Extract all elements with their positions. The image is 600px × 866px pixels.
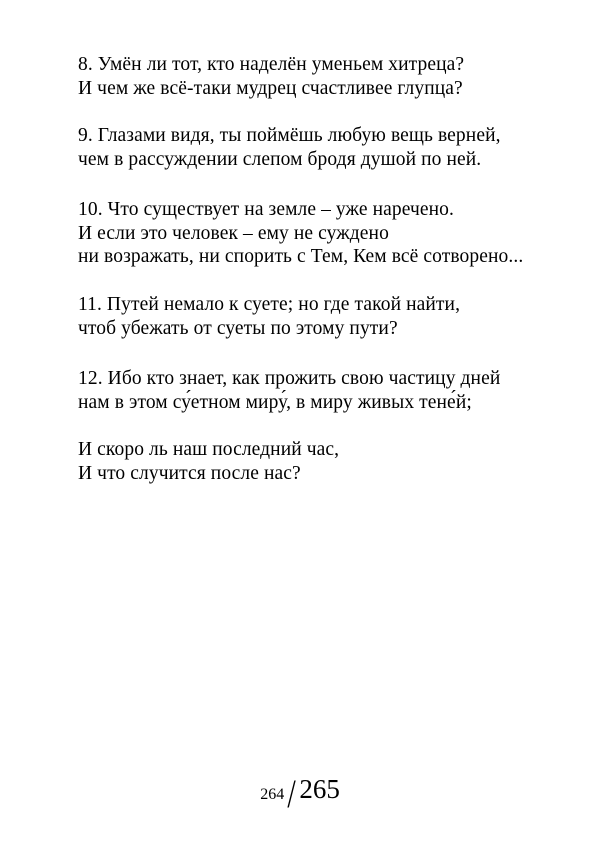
verse-line: И что случится после нас? [78,462,301,484]
page-number-footer [0,764,600,816]
verse-line: И скоро ль наш последний час, [78,439,340,460]
verse-line: И чем же всё-таки мудрец счастливее глупца? [78,77,463,99]
verse-11 [78,293,578,340]
verse-8 [78,53,578,100]
verse-12 [78,367,578,414]
verse-line: И если это человек – ему не суждено [78,222,389,244]
right-page-number: 265 [299,774,340,804]
closing-couplet [78,438,578,485]
verse-line: 12. Ибо кто знает, как прожить свою частицу дней [78,368,501,389]
verse-line: 8. Умён ли тот, кто наделён уменьем хитреца? [78,54,465,75]
verse-line: 10. Что существует на земле – уже наречено. [78,199,454,220]
verse-line: нам в этом су́етном миру́, в миру живых тене́й; [78,391,472,413]
verse-line: 9. Глазами видя, ты поймёшь любую вещь верней, [78,125,501,146]
verse-line: ни возражать, ни спорить с Тем, Кем всё сотворено... [78,246,524,267]
left-page-number: 264 [260,786,285,803]
verse-line: чтоб убежать от суеты по этому пути? [78,317,398,339]
verse-9 [78,124,578,171]
verse-line: чем в рассуждении слепом бродя душой по ней. [78,148,482,170]
verse-10 [78,198,578,269]
page-number-separator: / [287,771,296,816]
verse-line: 11. Путей немало к суете; но где такой найти, [78,294,461,315]
